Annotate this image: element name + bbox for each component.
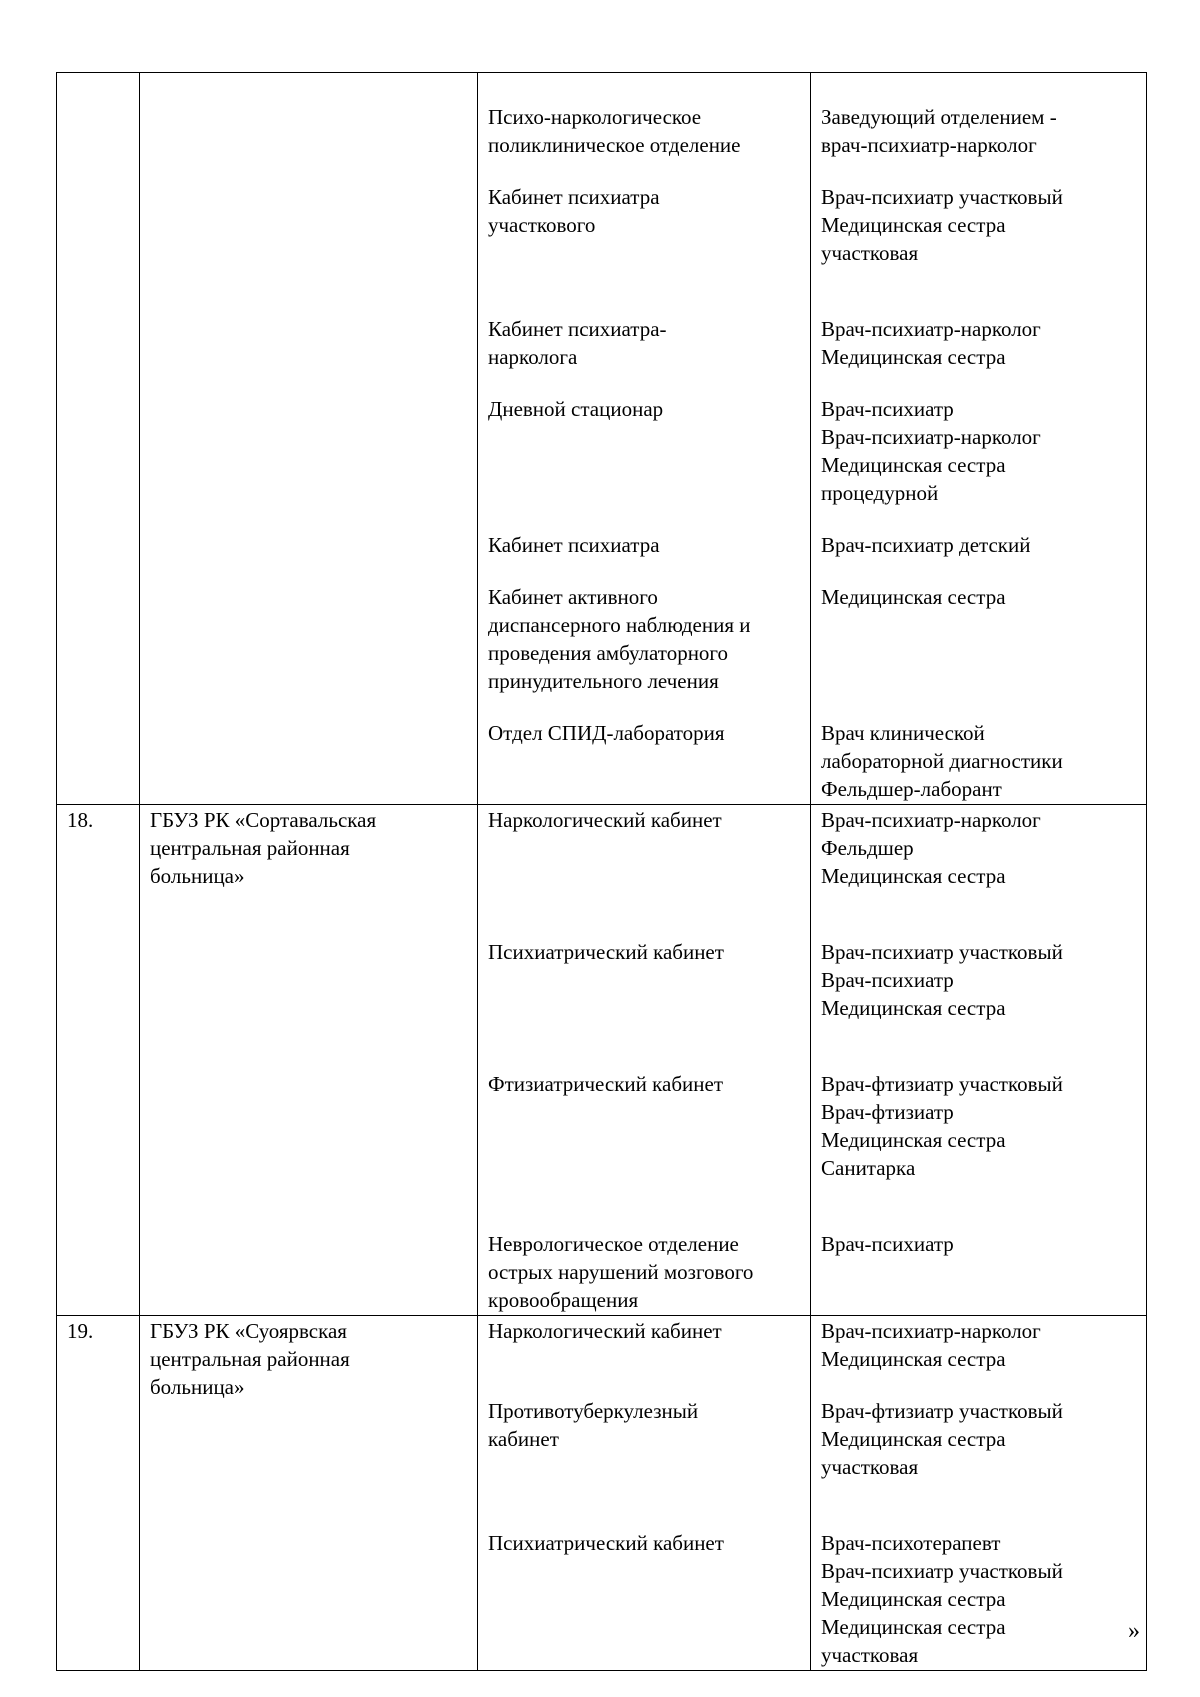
- staff-cell: [811, 1316, 1147, 1671]
- staff-position-line: Врач-психиатр участковый: [821, 1559, 1063, 1583]
- staff-position-line: Врач-психиатр участковый: [821, 185, 1063, 209]
- staff-table-body: [57, 73, 1147, 1671]
- staff-entry: [821, 1529, 1136, 1669]
- staff-position-line: Медицинская сестра: [821, 453, 1006, 477]
- staff-position-line: Медицинская сестра: [821, 1615, 1006, 1639]
- department-name-line: Кабинет психиатра: [488, 533, 660, 557]
- staff-cell: [811, 805, 1147, 1316]
- continuation-mark: »: [1128, 1618, 1140, 1644]
- row-number: 19.: [67, 1319, 94, 1343]
- staff-position-line: Медицинская сестра: [821, 1347, 1006, 1371]
- staff-entry: [821, 531, 1136, 583]
- department-entry: [488, 103, 800, 183]
- department-name-line: Дневной стационар: [488, 397, 664, 421]
- table-row: [57, 73, 1147, 805]
- staff-position-line: Медицинская сестра: [821, 345, 1006, 369]
- department-entry: [488, 183, 800, 315]
- staff-position-line: Врач-психиатр-нарколог: [821, 808, 1041, 832]
- department-entry: [488, 1397, 800, 1529]
- staff-position-line: Врач-психиатр: [821, 397, 954, 421]
- staff-position-line: Врач-психиатр: [821, 1232, 954, 1256]
- department-name-line: кровообращения: [488, 1288, 639, 1312]
- staff-position-line: Врач клинической: [821, 721, 985, 745]
- department-entry: [488, 315, 800, 395]
- staff-position-line: Врач-психиатр-нарколог: [821, 425, 1041, 449]
- department-name-line: Кабинет психиатра: [488, 185, 660, 209]
- staff-position-line: участковая: [821, 241, 919, 265]
- department-name-line: Психиатрический кабинет: [488, 1531, 724, 1555]
- department-name-line: участкового: [488, 213, 596, 237]
- staff-position-line: Медицинская сестра: [821, 213, 1006, 237]
- department-name-line: Противотуберкулезный: [488, 1399, 699, 1423]
- department-name-line: проведения амбулаторного: [488, 641, 729, 665]
- department-entry: [488, 719, 800, 803]
- organization-name-line: ГБУЗ РК «Суоярвская: [150, 1319, 347, 1343]
- department-name-line: диспансерного наблюдения и: [488, 613, 751, 637]
- department-cell: [478, 73, 811, 805]
- staff-entry: [821, 1317, 1136, 1397]
- department-name-line: Психиатрический кабинет: [488, 940, 724, 964]
- department-entry: [488, 1230, 800, 1314]
- row-number-cell: [57, 73, 140, 805]
- department-name-line: Психо-наркологическое: [488, 105, 702, 129]
- staff-position-line: Медицинская сестра: [821, 1128, 1006, 1152]
- row-number: 18.: [67, 808, 94, 832]
- staff-position-line: Врач-психиатр-нарколог: [821, 1319, 1041, 1343]
- organization-name-line: центральная районная: [150, 836, 350, 860]
- department-entry: [488, 1529, 800, 1669]
- staff-entry: [821, 1230, 1136, 1314]
- staff-position-line: Врач-психотерапевт: [821, 1531, 1001, 1555]
- organization-name-line: больница»: [150, 1375, 245, 1399]
- staff-entry: [821, 719, 1136, 803]
- department-cell: [478, 1316, 811, 1671]
- staff-position-line: Медицинская сестра: [821, 864, 1006, 888]
- department-entry: [488, 1317, 800, 1397]
- department-entry: [488, 583, 800, 719]
- staff-entry: [821, 395, 1136, 531]
- department-entry: [488, 806, 800, 938]
- department-name-line: Кабинет психиатра-: [488, 317, 667, 341]
- organization-cell: [140, 805, 478, 1316]
- staff-position-line: Фельдшер-лаборант: [821, 777, 1002, 801]
- staff-entry: [821, 315, 1136, 395]
- organization-cell: [140, 1316, 478, 1671]
- staff-position-line: Врач-фтизиатр участковый: [821, 1072, 1063, 1096]
- table-row: [57, 805, 1147, 1316]
- organization-name-line: ГБУЗ РК «Сортавальская: [150, 808, 377, 832]
- department-entry: [488, 1070, 800, 1230]
- staff-entry: [821, 183, 1136, 315]
- staff-position-line: Медицинская сестра: [821, 1427, 1006, 1451]
- staff-entry: [821, 583, 1136, 719]
- staff-position-line: Врач-психиатр участковый: [821, 940, 1063, 964]
- staff-position-line: Медицинская сестра: [821, 996, 1006, 1020]
- table-row: [57, 1316, 1147, 1671]
- department-entry: [488, 938, 800, 1070]
- staff-position-line: Медицинская сестра: [821, 1587, 1006, 1611]
- organization-cell: [140, 73, 478, 805]
- department-entry: [488, 395, 800, 531]
- department-name-line: Наркологический кабинет: [488, 1319, 722, 1343]
- department-name-line: нарколога: [488, 345, 578, 369]
- staff-position-line: Медицинская сестра: [821, 585, 1006, 609]
- staff-position-line: Врач-фтизиатр участковый: [821, 1399, 1063, 1423]
- staff-position-line: Заведующий отделением -: [821, 105, 1057, 129]
- staff-position-line: участковая: [821, 1643, 919, 1667]
- staff-entry: [821, 103, 1136, 183]
- row-number-cell: [57, 1316, 140, 1671]
- staff-table: [56, 72, 1147, 1671]
- staff-entry: [821, 938, 1136, 1070]
- staff-position-line: участковая: [821, 1455, 919, 1479]
- staff-position-line: Врач-психиатр детский: [821, 533, 1031, 557]
- staff-position-line: лабораторной диагностики: [821, 749, 1063, 773]
- organization-name-line: центральная районная: [150, 1347, 350, 1371]
- staff-position-line: процедурной: [821, 481, 939, 505]
- staff-cell: [811, 73, 1147, 805]
- staff-entry: [821, 1397, 1136, 1529]
- staff-entry: [821, 1070, 1136, 1230]
- staff-entry: [821, 806, 1136, 938]
- row-number-cell: [57, 805, 140, 1316]
- department-name-line: кабинет: [488, 1427, 559, 1451]
- department-name-line: поликлиническое отделение: [488, 133, 741, 157]
- staff-position-line: Врач-фтизиатр: [821, 1100, 954, 1124]
- staff-position-line: врач-психиатр-нарколог: [821, 133, 1037, 157]
- department-name-line: Отдел СПИД-лаборатория: [488, 721, 725, 745]
- department-name-line: Неврологическое отделение: [488, 1232, 739, 1256]
- staff-position-line: Врач-психиатр: [821, 968, 954, 992]
- staff-position-line: Санитарка: [821, 1156, 916, 1180]
- department-name-line: острых нарушений мозгового: [488, 1260, 754, 1284]
- department-name-line: Фтизиатрический кабинет: [488, 1072, 724, 1096]
- staff-position-line: Врач-психиатр-нарколог: [821, 317, 1041, 341]
- staff-position-line: Фельдшер: [821, 836, 914, 860]
- department-cell: [478, 805, 811, 1316]
- organization-name-line: больница»: [150, 864, 245, 888]
- department-name-line: Кабинет активного: [488, 585, 658, 609]
- department-entry: [488, 531, 800, 583]
- department-name-line: Наркологический кабинет: [488, 808, 722, 832]
- department-name-line: принудительного лечения: [488, 669, 719, 693]
